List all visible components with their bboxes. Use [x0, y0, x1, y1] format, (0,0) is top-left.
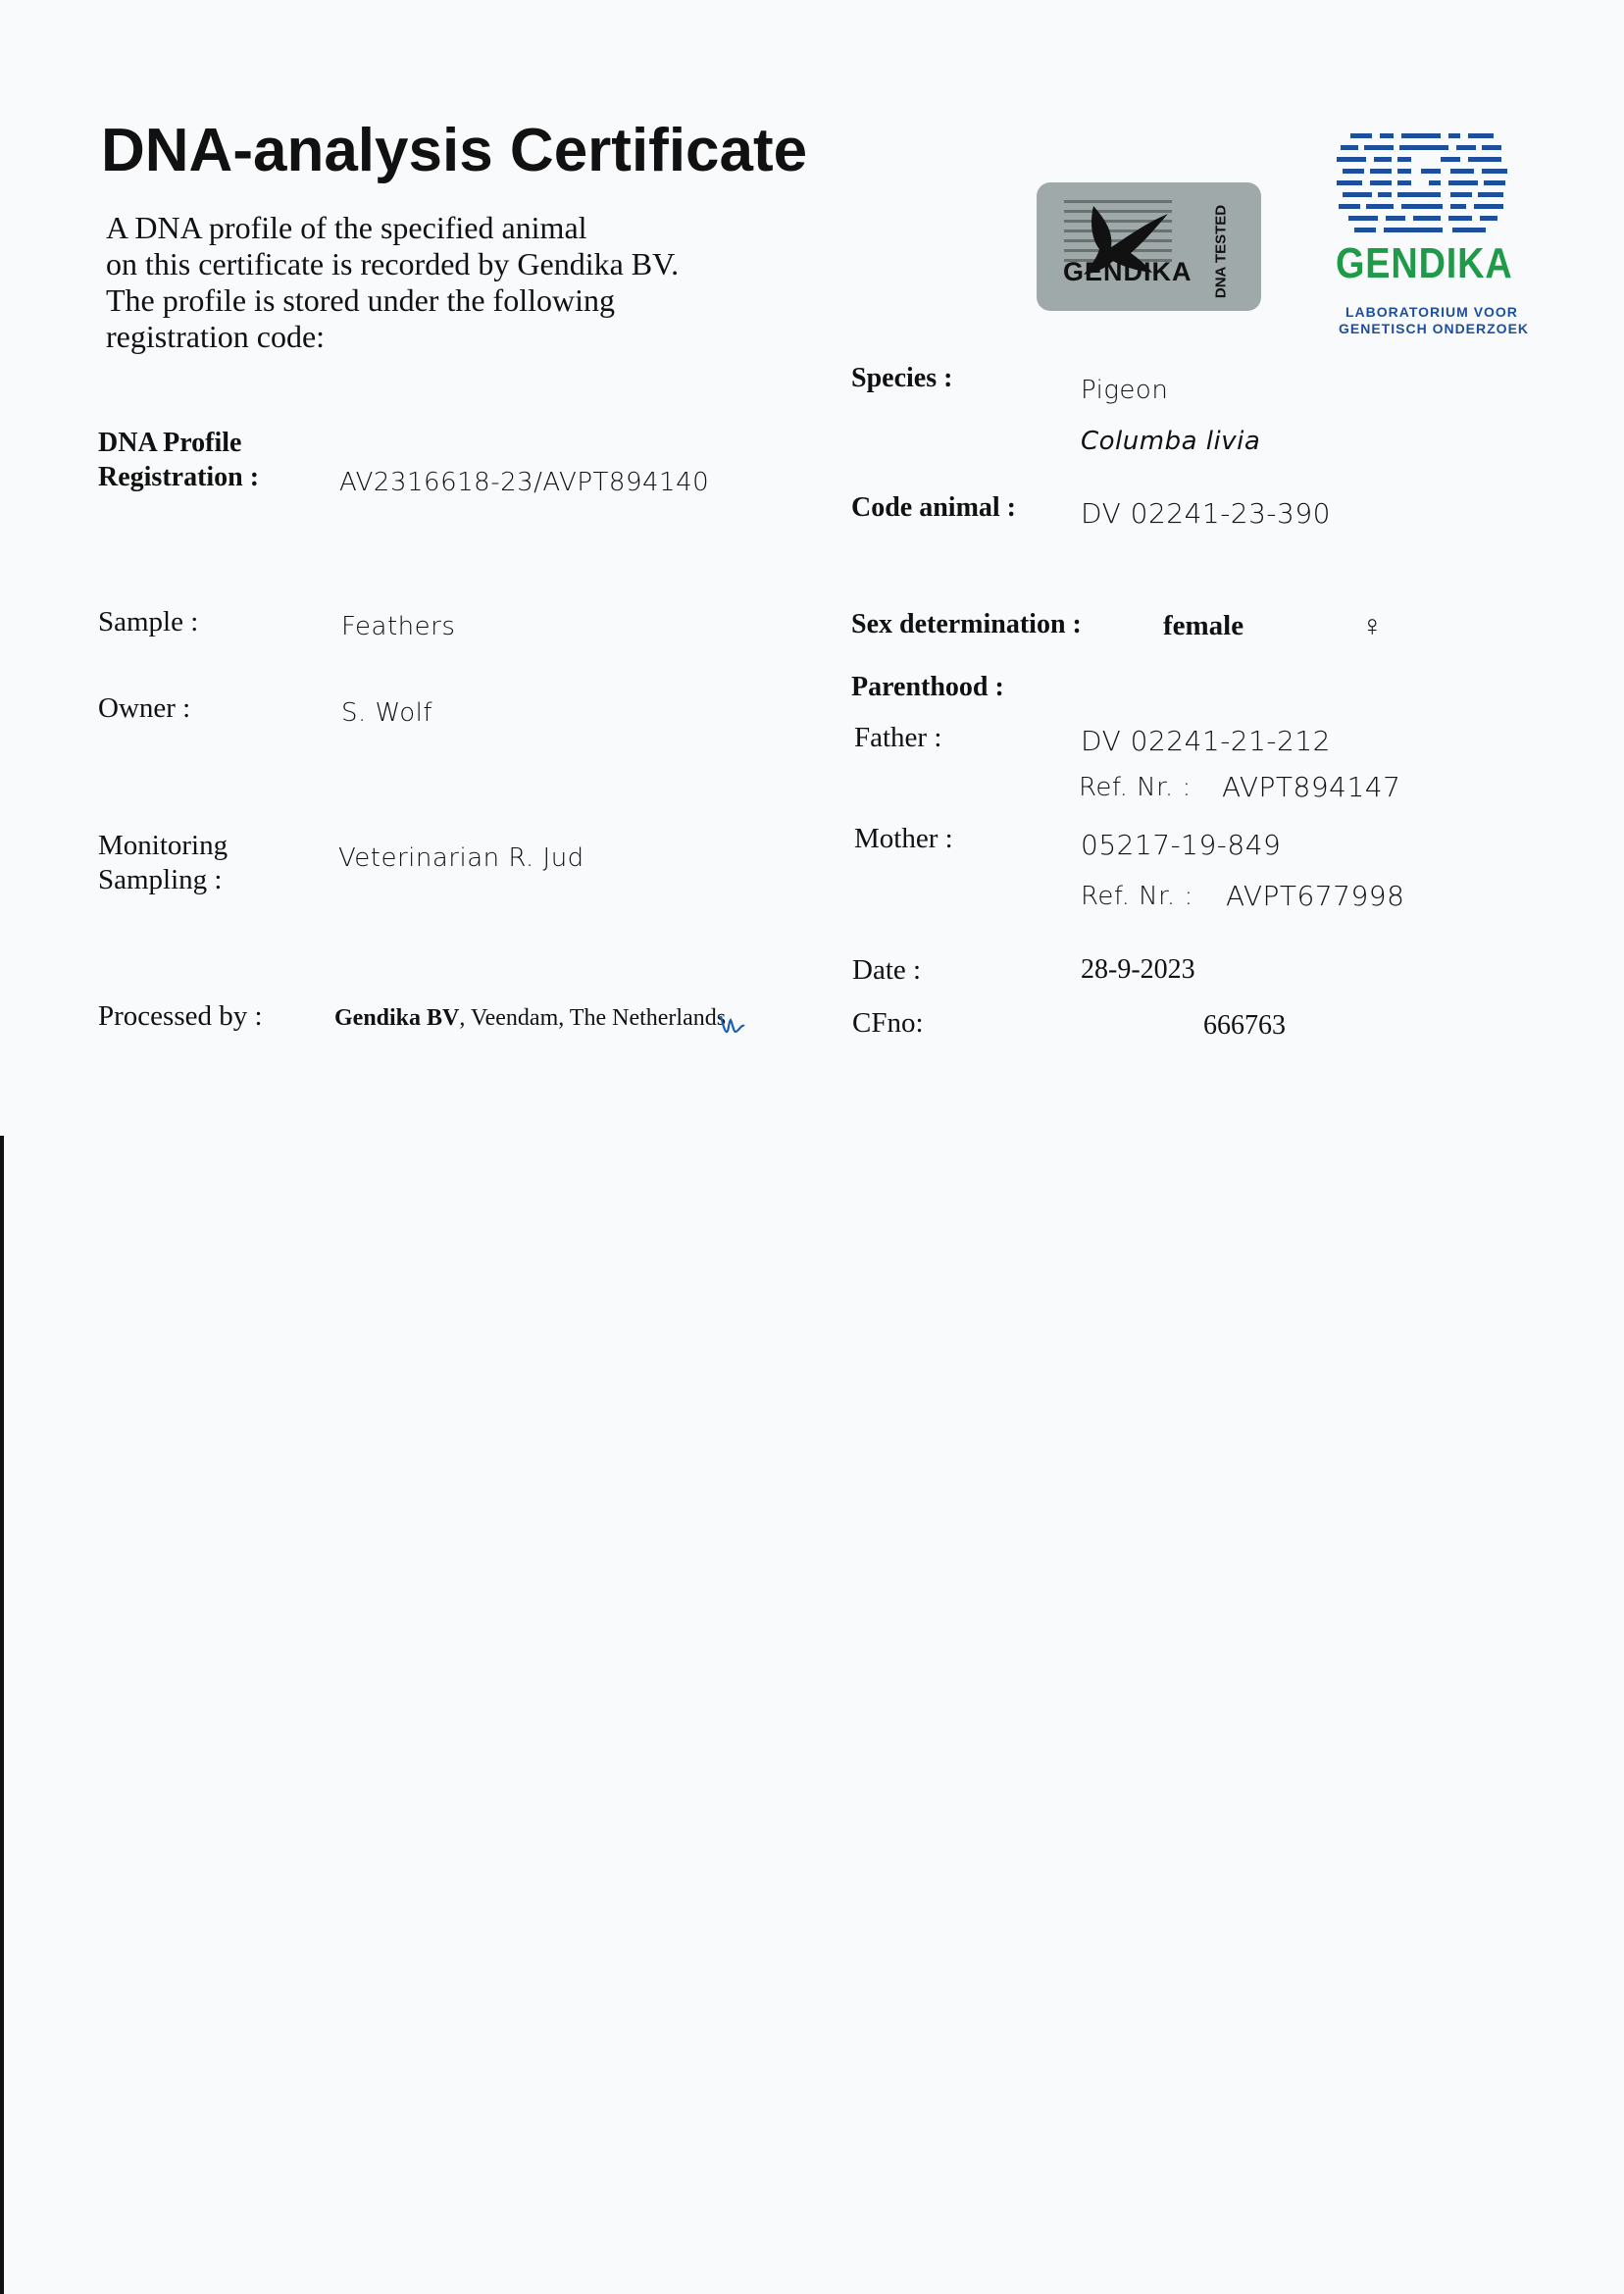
- sex-label: Sex determination :: [851, 609, 1082, 639]
- gendika-logo-subtitle-1: LABORATORIUM VOOR: [1345, 304, 1518, 320]
- parenthood-label: Parenthood :: [851, 672, 1004, 702]
- owner-value: S. Wolf: [341, 698, 433, 728]
- species-latin: Columba livia: [1081, 427, 1261, 456]
- female-symbol-icon: ♀: [1361, 610, 1384, 642]
- processed-value: [334, 1005, 726, 1032]
- father-ref-value: AVPT894147: [1222, 771, 1401, 803]
- intro-line: A DNA profile of the specified animal: [106, 210, 587, 245]
- intro-text: [106, 210, 714, 355]
- species-value: Pigeon: [1081, 376, 1169, 405]
- intro-line: The profile is stored under the following: [106, 282, 615, 318]
- scan-edge: [0, 1136, 4, 2294]
- gendika-logo-brand: GENDIKA: [1336, 239, 1513, 287]
- code-animal-value: DV 02241-23-390: [1081, 497, 1331, 530]
- gendika-logo-subtitle-2: GENETISCH ONDERZOEK: [1339, 321, 1530, 336]
- page-title: DNA-analysis Certificate: [101, 117, 808, 184]
- mother-ref-label: Ref. Nr. :: [1081, 882, 1193, 911]
- processed-location: , Veendam, The Netherlands: [459, 1005, 727, 1031]
- dna-tested-badge: [1037, 182, 1261, 311]
- cfno-value: 666763: [1203, 1010, 1286, 1041]
- badge-brand: GENDIKA: [1063, 257, 1193, 286]
- cfno-label: CFno:: [852, 1007, 924, 1039]
- father-value: DV 02241-21-212: [1081, 725, 1331, 757]
- badge-tag: DNA TESTED: [1212, 204, 1230, 299]
- signature-mark: [718, 1012, 747, 1038]
- date-label: Date :: [852, 954, 922, 986]
- mother-label: Mother :: [854, 823, 953, 854]
- sex-value: female: [1163, 610, 1244, 641]
- sample-label: Sample :: [98, 606, 199, 637]
- intro-line: on this certificate is recorded by Gendika BV.: [106, 246, 680, 281]
- owner-label: Owner :: [98, 692, 191, 724]
- sample-value: Feathers: [341, 612, 456, 641]
- registration-value: AV2316618-23/AVPT894140: [339, 468, 710, 497]
- code-animal-label: Code animal :: [851, 492, 1016, 523]
- monitoring-label: Monitoring Sampling :: [98, 830, 228, 895]
- gendika-logo-icon: [1335, 129, 1511, 235]
- intro-line: registration code:: [106, 319, 326, 354]
- processed-label: Processed by :: [98, 1000, 263, 1032]
- species-label: Species :: [851, 363, 953, 393]
- monitoring-value: Veterinarian R. Jud: [338, 843, 584, 873]
- mother-ref-value: AVPT677998: [1226, 880, 1405, 912]
- father-label: Father :: [854, 722, 942, 753]
- registration-label: DNA Profile Registration :: [98, 428, 260, 492]
- date-value: 28-9-2023: [1081, 954, 1195, 985]
- processed-company: Gendika BV: [334, 1005, 460, 1031]
- mother-value: 05217-19-849: [1081, 829, 1282, 861]
- father-ref-label: Ref. Nr. :: [1079, 773, 1192, 802]
